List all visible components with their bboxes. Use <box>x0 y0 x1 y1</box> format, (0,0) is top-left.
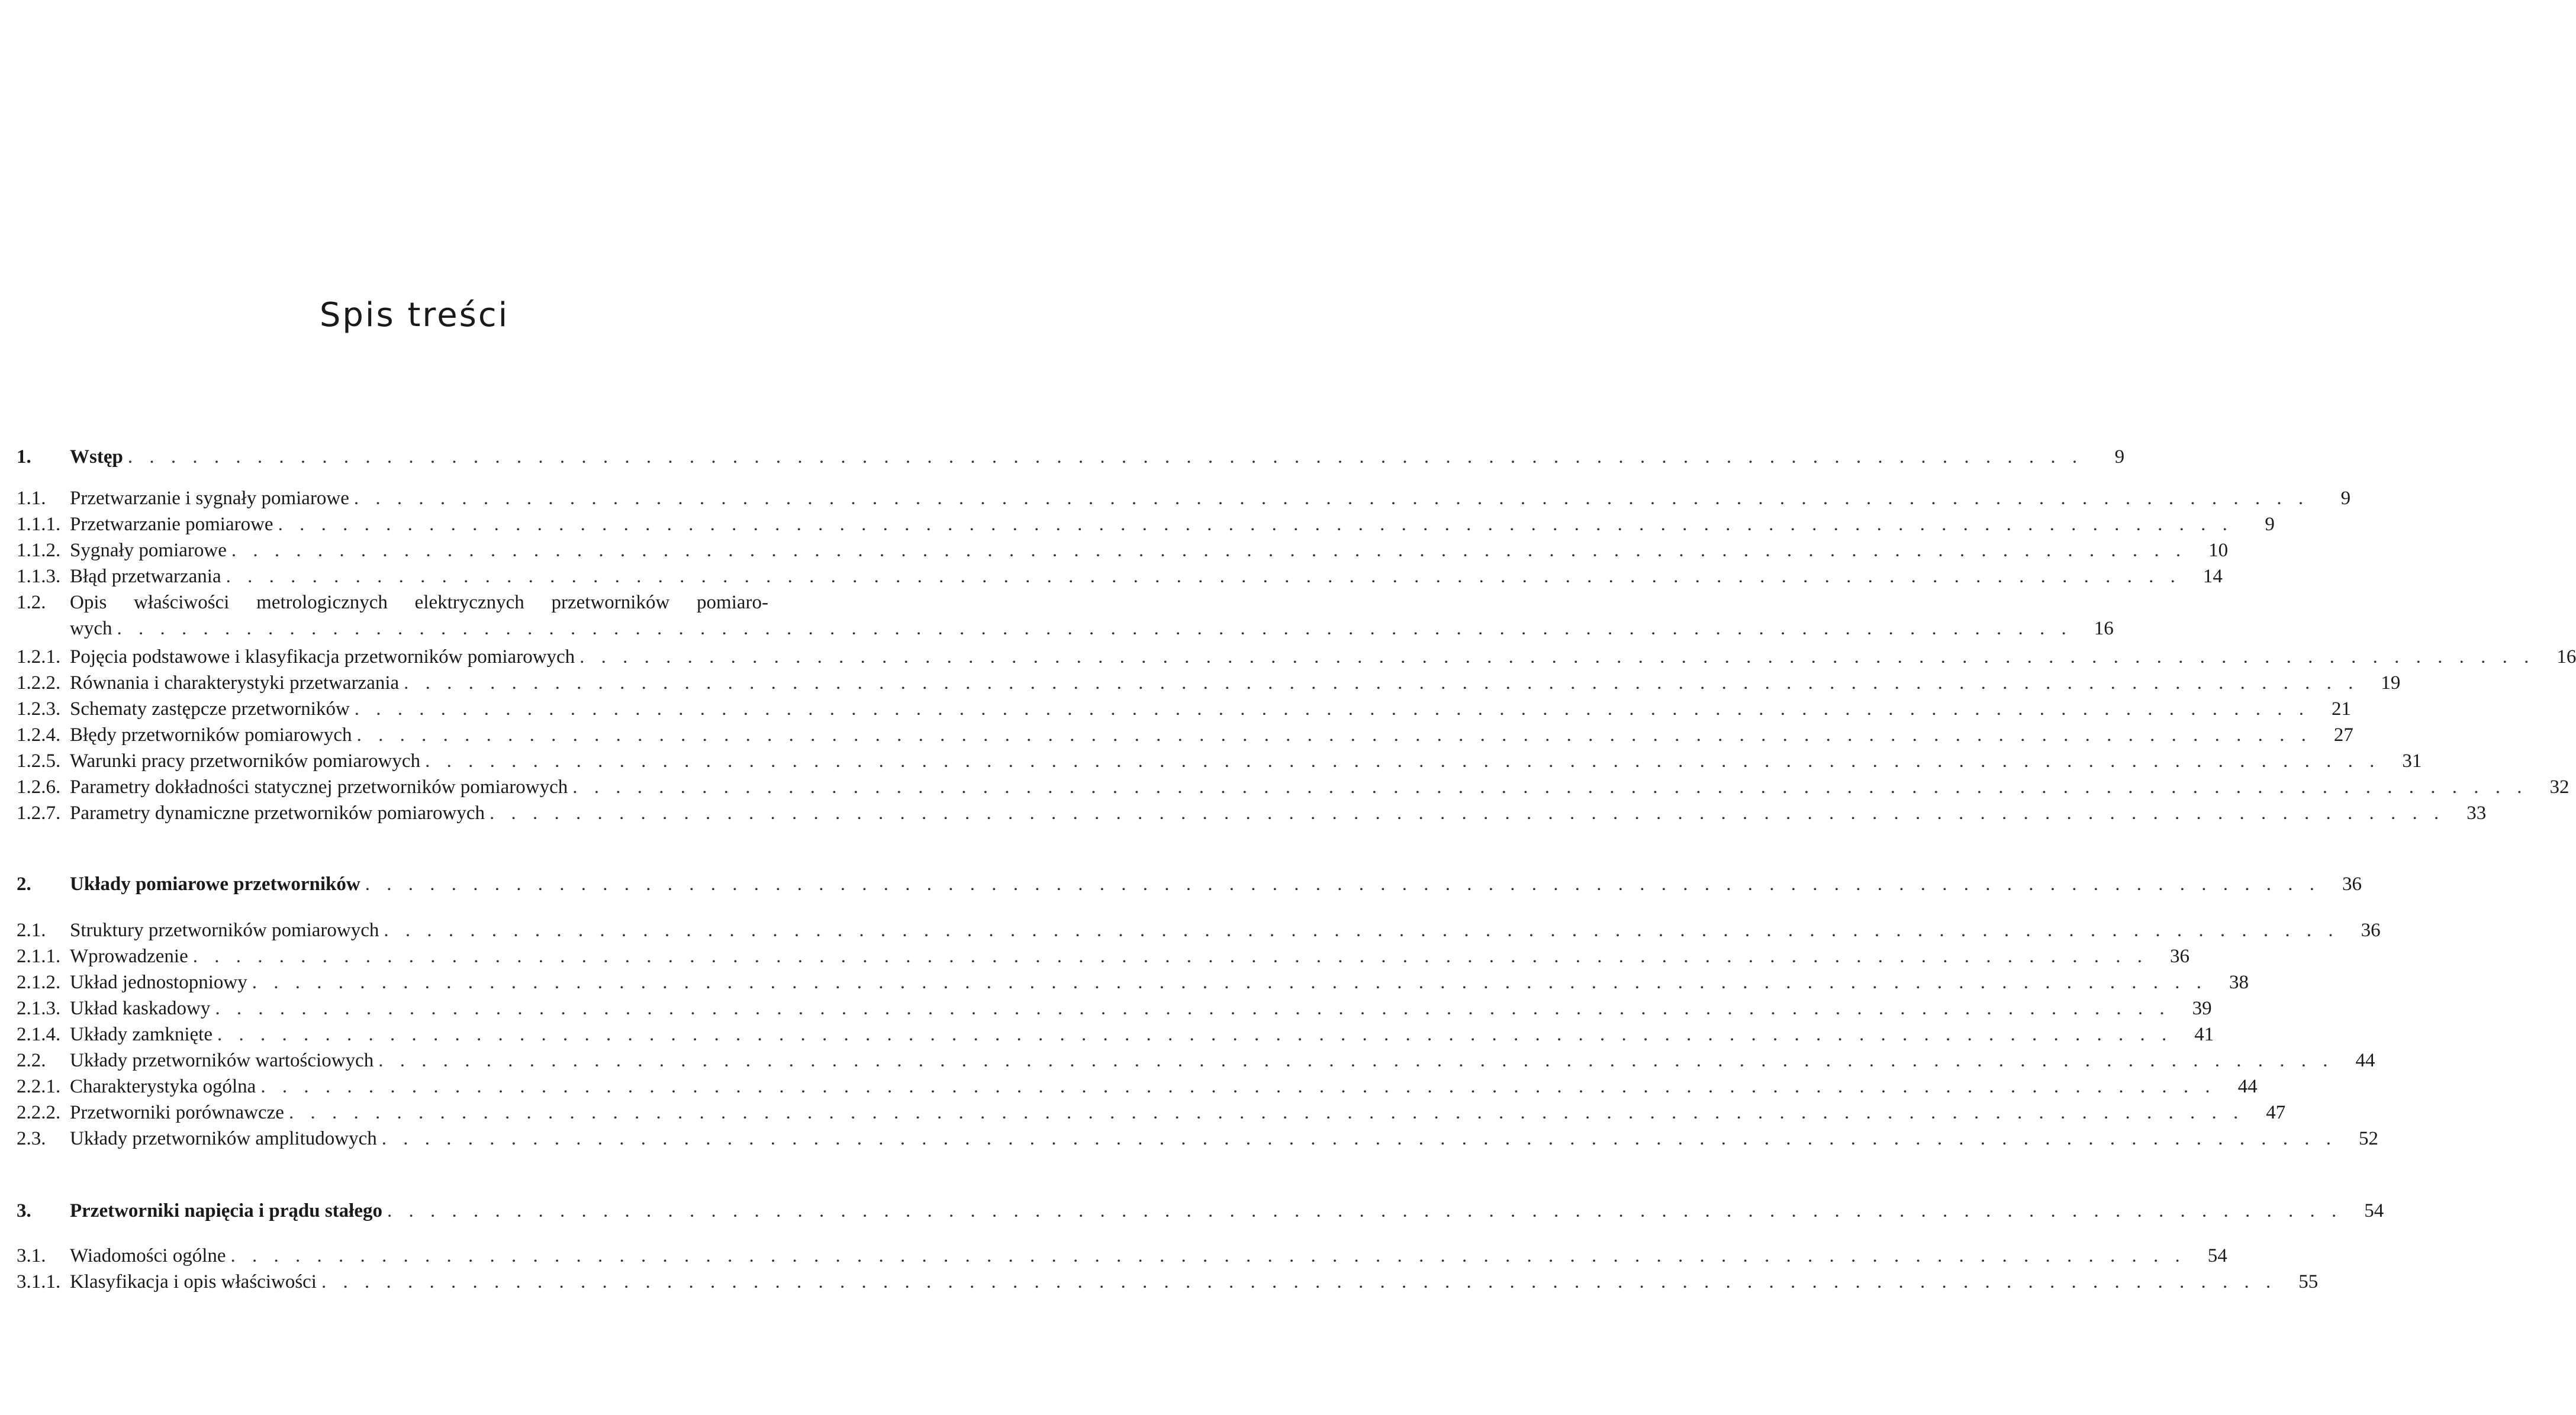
toc-entry[interactable] <box>17 722 2353 748</box>
toc-number: 1.1.2. <box>17 540 61 561</box>
toc-entry[interactable] <box>17 1126 2378 1152</box>
toc-entry[interactable] <box>17 563 2223 589</box>
dot-leader <box>252 969 2207 995</box>
toc-entry[interactable] <box>17 917 2381 943</box>
toc-page-number: 31 <box>2402 750 2422 772</box>
toc-number: 2.2. <box>17 1050 46 1071</box>
toc-page-number: 21 <box>2332 698 2352 720</box>
toc-entry[interactable] <box>17 696 2352 722</box>
dot-leader <box>425 748 2380 774</box>
toc-number: 2.1.3. <box>17 998 61 1019</box>
toc-page-number: 38 <box>2229 972 2249 993</box>
toc-title: Wiadomości ogólne <box>70 1245 226 1266</box>
toc-page-number: 54 <box>2207 1245 2227 1266</box>
toc-title: Struktury przetworników pomiarowych <box>70 920 379 941</box>
toc-title-line-2: wych <box>70 618 112 639</box>
dot-leader <box>278 511 2233 537</box>
toc-number: 2.1.1. <box>17 946 61 967</box>
toc-title-line-1: Opis właściwości metrologicznych elektrycznych przetworników pomiaro- <box>70 592 768 613</box>
dot-leader <box>193 943 2148 969</box>
toc-entry[interactable] <box>17 969 2249 995</box>
toc-page-number: 41 <box>2194 1024 2214 1045</box>
toc-page-number: 55 <box>2298 1271 2319 1292</box>
toc-page-number: 47 <box>2266 1102 2286 1123</box>
toc-page-number: 10 <box>2208 540 2229 561</box>
toc-entry-chapter-3[interactable] <box>17 1198 2384 1224</box>
dot-leader <box>217 1021 2172 1047</box>
toc-title: Układy przetworników wartościowych <box>70 1050 374 1071</box>
toc-entry[interactable] <box>17 1074 2258 1100</box>
toc-number: 3.1.1. <box>17 1271 61 1292</box>
toc-page-number: 9 <box>2265 514 2275 535</box>
toc-entry[interactable] <box>17 995 2212 1021</box>
toc-number: 2.2.1. <box>17 1076 61 1097</box>
toc-page-number: 36 <box>2361 920 2381 941</box>
toc-title: Wprowadzenie <box>70 946 188 967</box>
toc-entry[interactable] <box>17 670 2401 696</box>
toc-number: 2. <box>17 874 31 895</box>
toc-entry[interactable] <box>17 1100 2286 1126</box>
dot-leader <box>384 917 2339 943</box>
toc-title: Błąd przetwarzania <box>70 566 221 587</box>
dot-leader <box>215 995 2170 1021</box>
toc-title: Wstęp <box>70 446 123 468</box>
toc-entry[interactable] <box>17 1047 2375 1074</box>
toc-number: 3.1. <box>17 1245 46 1266</box>
toc-number: 1.2.3. <box>17 698 61 720</box>
dot-leader <box>579 644 2535 670</box>
toc-number: 1. <box>17 446 31 468</box>
toc-page-number: 14 <box>2203 566 2223 587</box>
toc-title: Układ jednostopniowy <box>70 972 247 993</box>
toc-title: Równania i charakterystyki przetwarzania <box>70 672 400 694</box>
toc-number: 1.1.3. <box>17 566 61 587</box>
toc-title: Warunki pracy przetworników pomiarowych <box>70 750 421 772</box>
dot-leader <box>231 1243 2186 1269</box>
toc-number: 1.2.4. <box>17 724 61 746</box>
toc-entry[interactable] <box>17 511 2275 537</box>
toc-number: 1.2.2. <box>17 672 61 694</box>
toc-page-number: 54 <box>2364 1200 2384 1221</box>
toc-page-number: 44 <box>2237 1076 2258 1097</box>
toc-entry[interactable] <box>17 644 2576 670</box>
toc-number: 1.1.1. <box>17 514 61 535</box>
toc-page-number: 36 <box>2169 946 2189 967</box>
toc-title: Pojęcia podstawowe i klasyfikacja przetworników pomiarowych <box>70 646 575 668</box>
toc-title-line-2-row <box>70 615 2114 642</box>
toc-entry[interactable] <box>17 1269 2319 1295</box>
toc-page-number: 16 <box>2556 646 2576 668</box>
toc-page-number: 44 <box>2355 1050 2375 1071</box>
toc-number: 2.3. <box>17 1128 46 1149</box>
dot-leader <box>354 485 2309 511</box>
toc-number: 1.2. <box>17 592 46 613</box>
dot-leader <box>365 871 2320 897</box>
toc-title: Przetworniki porównawcze <box>70 1102 284 1123</box>
toc-page-number: 33 <box>2466 802 2487 824</box>
toc-entry[interactable] <box>17 748 2422 774</box>
toc-entry[interactable] <box>17 800 2487 826</box>
dot-leader <box>260 1074 2216 1100</box>
dot-leader <box>572 774 2527 800</box>
toc-title: Przetworniki napięcia i prądu stałego <box>70 1200 382 1221</box>
toc-title: Układ kaskadowy <box>70 998 211 1019</box>
toc-page-number: 19 <box>2381 672 2401 694</box>
toc-number: 2.2.2. <box>17 1102 61 1123</box>
toc-page-number: 9 <box>2340 488 2351 509</box>
dot-leader <box>490 800 2445 826</box>
toc-number: 2.1. <box>17 920 46 941</box>
toc-title: Klasyfikacja i opis właściwości <box>70 1271 317 1292</box>
toc-entry[interactable] <box>17 774 2569 800</box>
dot-leader <box>321 1269 2276 1295</box>
toc-page-number: 52 <box>2358 1128 2378 1149</box>
toc-title: Przetwarzanie i sygnały pomiarowe <box>70 488 349 509</box>
toc-entry-chapter-1[interactable] <box>17 444 2125 470</box>
toc-entry[interactable] <box>17 485 2351 511</box>
dot-leader <box>117 615 2072 642</box>
toc-title: Parametry dokładności statycznej przetworników pomiarowych <box>70 776 568 798</box>
toc-page-number: 39 <box>2192 998 2212 1019</box>
toc-entry[interactable] <box>17 1021 2214 1047</box>
toc-entry[interactable] <box>17 943 2189 969</box>
toc-title: Parametry dynamiczne przetworników pomiarowych <box>70 802 485 824</box>
toc-title: Układy przetworników amplitudowych <box>70 1128 377 1149</box>
toc-number: 3. <box>17 1200 31 1221</box>
toc-entry-chapter-2[interactable] <box>17 871 2362 897</box>
dot-leader <box>382 1126 2337 1152</box>
page-title: Spis treści <box>319 295 510 334</box>
dot-leader <box>231 537 2187 563</box>
toc-number: 1.2.1. <box>17 646 61 668</box>
toc-number: 1.2.7. <box>17 802 61 824</box>
toc-title: Przetwarzanie pomiarowe <box>70 514 273 535</box>
toc-number: 1.1. <box>17 488 46 509</box>
toc-page-number: 36 <box>2342 874 2362 895</box>
toc-page-number: 16 <box>2094 618 2114 639</box>
toc-title: Układy pomiarowe przetworników <box>70 874 360 895</box>
toc-number: 1.2.5. <box>17 750 61 772</box>
toc-title: Układy zamknięte <box>70 1024 212 1045</box>
dot-leader <box>357 722 2312 748</box>
dot-leader <box>226 563 2181 589</box>
toc-title: Sygnały pomiarowe <box>70 540 227 561</box>
dot-leader <box>128 444 2083 470</box>
toc-title: Charakterystyka ogólna <box>70 1076 256 1097</box>
dot-leader <box>355 696 2310 722</box>
toc-number: 2.1.2. <box>17 972 61 993</box>
toc-page-number: 9 <box>2114 446 2125 468</box>
dot-leader <box>404 670 2359 696</box>
toc-title: Schematy zastępcze przetworników <box>70 698 350 720</box>
dot-leader <box>387 1198 2342 1224</box>
toc-entry[interactable] <box>17 537 2229 563</box>
toc-page-number: 27 <box>2333 724 2353 746</box>
toc-entry[interactable] <box>17 1243 2227 1269</box>
toc-title: Błędy przetworników pomiarowych <box>70 724 352 746</box>
toc-number: 2.1.4. <box>17 1024 61 1045</box>
dot-leader <box>289 1100 2244 1126</box>
toc-entry-multiline[interactable] <box>17 589 2114 642</box>
toc-number: 1.2.6. <box>17 776 61 798</box>
dot-leader <box>378 1047 2333 1074</box>
toc-page-number: 32 <box>2549 776 2569 798</box>
